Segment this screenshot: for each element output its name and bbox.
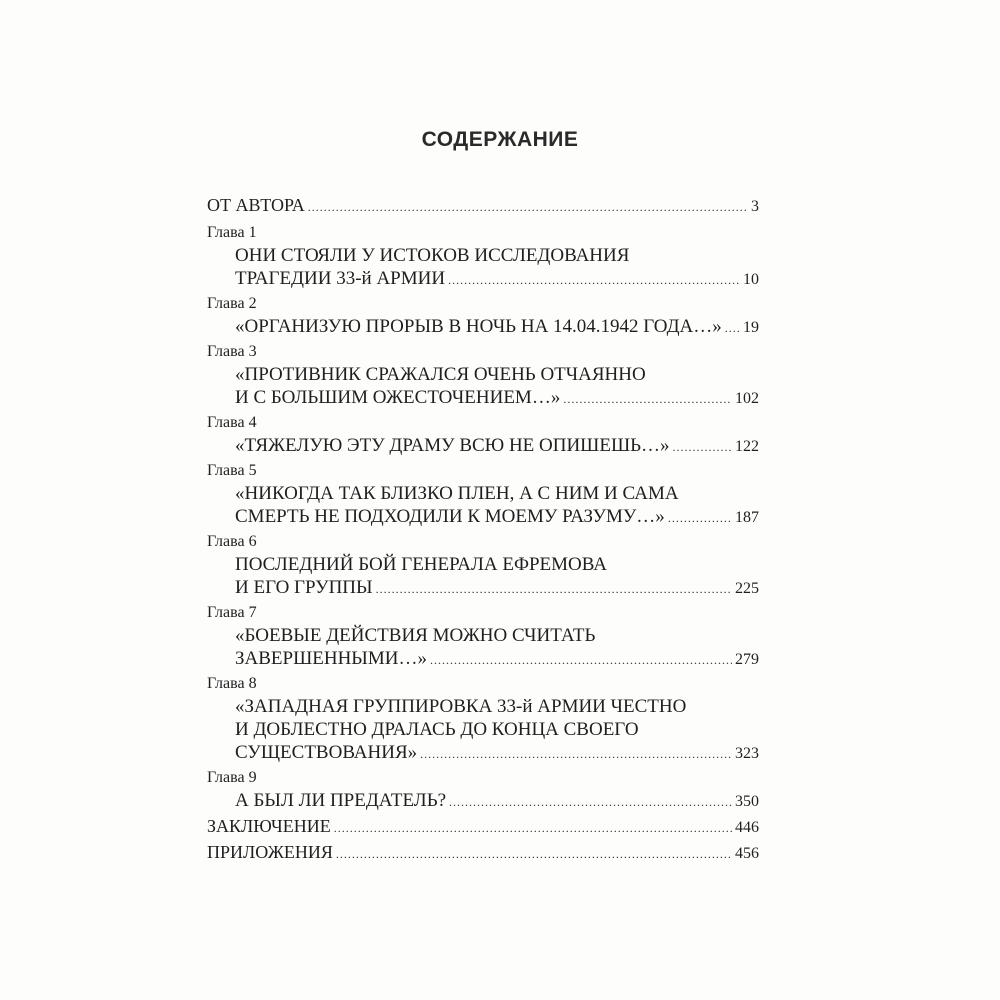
dot-leader <box>376 578 732 601</box>
chapter-title-line: СМЕРТЬ НЕ ПОДХОДИЛИ К МОЕМУ РАЗУМУ…» <box>235 506 665 527</box>
chapter-title-line: ПОСЛЕДНИЙ БОЙ ГЕНЕРАЛА ЕФРЕМОВА <box>235 554 607 575</box>
dot-leader <box>336 843 732 866</box>
page-title: СОДЕРЖАНИЕ <box>421 128 579 151</box>
chapter-label: Глава 3 <box>207 343 257 360</box>
toc-page-number: 102 <box>735 390 759 407</box>
toc-entry-chapter-1[interactable] <box>207 222 759 292</box>
toc-page-number: 279 <box>735 651 759 668</box>
toc-entry-chapter-8[interactable] <box>207 673 759 766</box>
table-of-contents <box>207 194 759 867</box>
chapter-label: Глава 9 <box>207 769 257 786</box>
toc-page-number: 350 <box>735 793 759 810</box>
dot-leader <box>420 743 732 766</box>
toc-page-number: 323 <box>735 745 759 762</box>
chapter-label: Глава 2 <box>207 295 257 312</box>
chapter-label: Глава 4 <box>207 414 257 431</box>
dot-leader <box>430 649 732 672</box>
dot-leader <box>449 791 732 814</box>
chapter-title-line: «ПРОТИВНИК СРАЖАЛСЯ ОЧЕНЬ ОТЧАЯННО <box>235 364 646 385</box>
dot-leader <box>725 317 740 340</box>
chapter-title-line: СУЩЕСТВОВАНИЯ» <box>235 742 418 763</box>
toc-page-number: 187 <box>735 509 759 526</box>
chapter-title-line: «НИКОГДА ТАК БЛИЗКО ПЛЕН, А С НИМ И САМА <box>235 483 679 504</box>
toc-entry-label: ЗАКЛЮЧЕНИЕ <box>207 816 331 836</box>
dot-leader <box>668 507 732 530</box>
dot-leader <box>448 269 740 292</box>
chapter-title-line: А БЫЛ ЛИ ПРЕДАТЕЛЬ? <box>235 790 447 811</box>
dot-leader <box>334 817 732 840</box>
chapter-title-line: И С БОЛЬШИМ ОЖЕСТОЧЕНИЕМ…» <box>235 387 561 408</box>
chapter-title-line: ОНИ СТОЯЛИ У ИСТОКОВ ИССЛЕДОВАНИЯ <box>235 245 630 266</box>
toc-entry-chapter-2[interactable] <box>207 293 759 340</box>
toc-entry-label: ПРИЛОЖЕНИЯ <box>207 842 333 862</box>
toc-entry-chapter-6[interactable] <box>207 531 759 601</box>
toc-entry-chapter-3[interactable] <box>207 341 759 411</box>
chapter-title-line: «БОЕВЫЕ ДЕЙСТВИЯ МОЖНО СЧИТАТЬ <box>235 625 596 646</box>
chapter-label: Глава 1 <box>207 224 257 241</box>
toc-entry-appendix[interactable] <box>207 841 759 866</box>
toc-entry-chapter-4[interactable] <box>207 412 759 459</box>
chapter-title-line: «ОРГАНИЗУЮ ПРОРЫВ В НОЧЬ НА 14.04.1942 ГОДА…» <box>235 316 722 337</box>
chapter-title-line: И ДОБЛЕСТНО ДРАЛАСЬ ДО КОНЦА СВОЕГО <box>235 719 639 740</box>
chapter-title-line: ЗАВЕРШЕННЫМИ…» <box>235 648 427 669</box>
toc-page-number: 10 <box>743 271 759 288</box>
dot-leader <box>673 436 732 459</box>
toc-page-number: 19 <box>743 319 759 336</box>
toc-entry-label: ОТ АВТОРА <box>207 195 305 215</box>
chapter-label: Глава 5 <box>207 462 257 479</box>
chapter-title-line: И ЕГО ГРУППЫ <box>235 577 373 598</box>
toc-entry-author[interactable] <box>207 194 759 219</box>
dot-leader <box>308 196 748 219</box>
toc-entry-conclusion[interactable] <box>207 815 759 840</box>
toc-page-number: 446 <box>735 819 759 836</box>
toc-page-number: 3 <box>751 198 759 215</box>
toc-page-number: 122 <box>735 438 759 455</box>
toc-page-number: 225 <box>735 580 759 597</box>
chapter-title-line: «ЗАПАДНАЯ ГРУППИРОВКА 33-й АРМИИ ЧЕСТНО <box>235 696 687 717</box>
toc-page-number: 456 <box>735 845 759 862</box>
chapter-title-line: «ТЯЖЕЛУЮ ЭТУ ДРАМУ ВСЮ НЕ ОПИШЕШЬ…» <box>235 435 670 456</box>
dot-leader <box>563 388 732 411</box>
chapter-label: Глава 8 <box>207 675 257 692</box>
chapter-label: Глава 7 <box>207 604 257 621</box>
toc-entry-chapter-9[interactable] <box>207 767 759 814</box>
chapter-label: Глава 6 <box>207 533 257 550</box>
toc-entry-chapter-5[interactable] <box>207 460 759 530</box>
toc-entry-chapter-7[interactable] <box>207 602 759 672</box>
chapter-title-line: ТРАГЕДИИ 33-й АРМИИ <box>235 268 446 289</box>
